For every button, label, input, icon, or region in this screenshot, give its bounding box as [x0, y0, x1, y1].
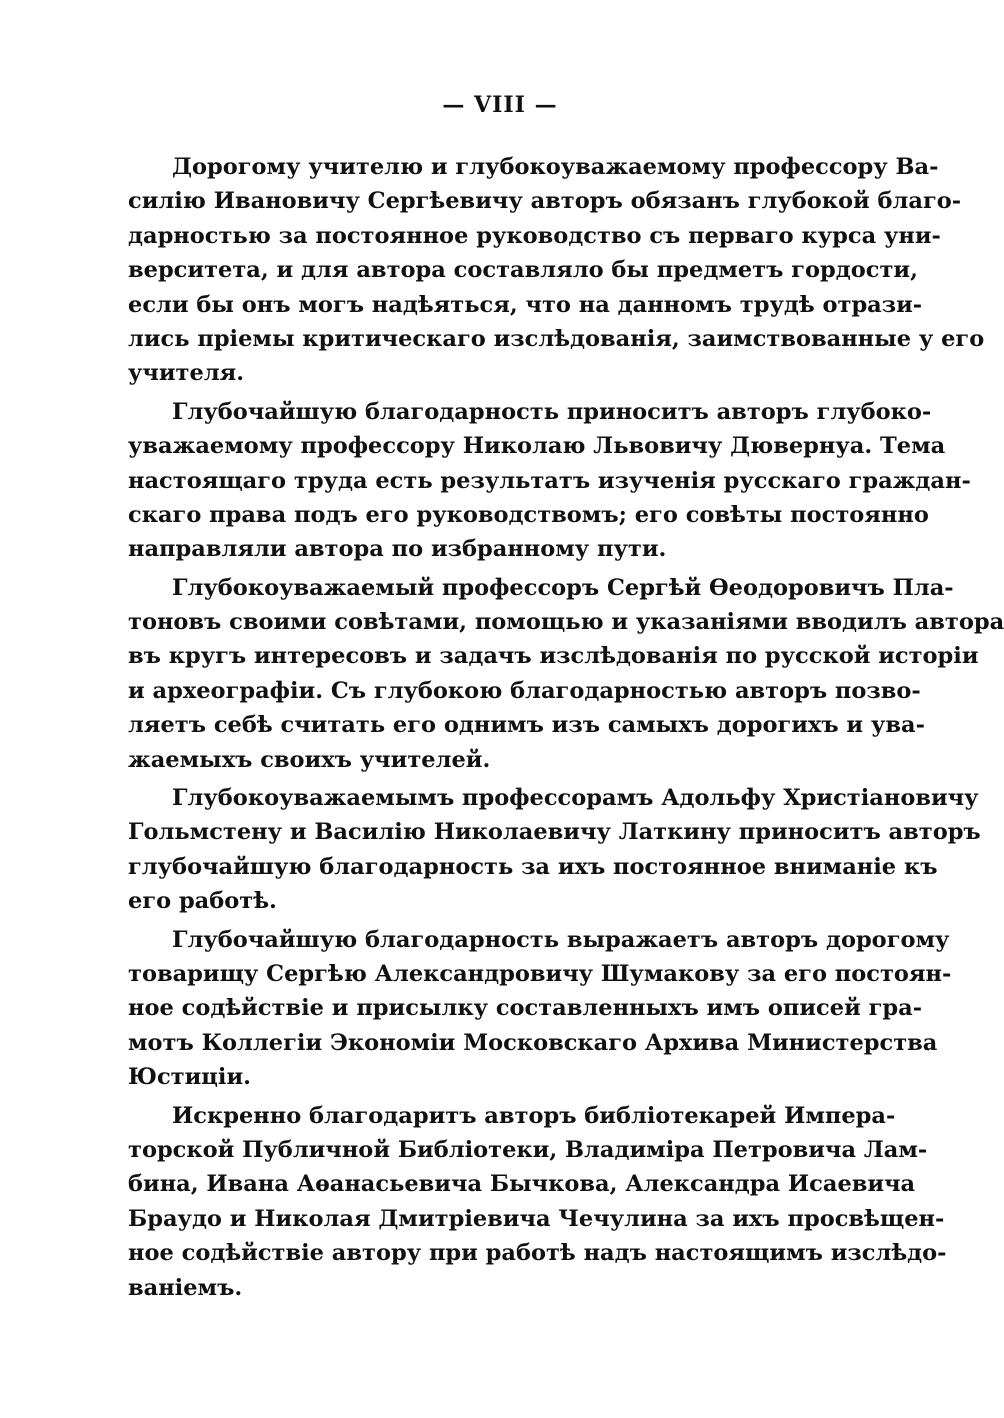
text-line: если бы онъ могъ надѣяться, что на данномъ трудѣ отрази- — [128, 291, 923, 318]
acknowledgements-text — [128, 150, 1004, 1309]
text-line: торской Публичной Библіотеки, Владиміра Петровича Лам- — [128, 1136, 928, 1163]
text-line: жаемыхъ своихъ учителей. — [128, 746, 491, 773]
paragraph — [128, 395, 971, 567]
text-line: въ кругъ интересовъ и задачъ изслѣдованія по русской исторіи — [128, 643, 979, 670]
page-number: — VIII — — [442, 92, 558, 118]
text-line: дарностью за постоянное руководство съ перваго курса уни- — [128, 222, 941, 249]
text-line: настоящаго труда есть результатъ изученія русскаго граждан- — [128, 467, 971, 494]
text-line: ное содѣйствіе и присылку составленныхъ имъ описей гра- — [128, 995, 923, 1022]
text-line: мотъ Коллегіи Экономіи Московскаго Архива Министерства — [128, 1029, 938, 1056]
text-line: его работѣ. — [128, 888, 277, 915]
text-line: ное содѣйствіе автору при работѣ надъ настоящимъ изслѣдо- — [128, 1240, 947, 1267]
text-line: Искренно благодаритъ авторъ библіотекарей Импера- — [172, 1102, 896, 1129]
text-line: направляли автора по избранному пути. — [128, 536, 667, 563]
text-line: лись пріемы критическаго изслѣдованія, заимствованные у его — [128, 325, 985, 352]
text-line: верситета, и для автора составляло бы предметъ гордости, — [128, 257, 918, 284]
text-line: Браудо и Николая Дмитріевича Чечулина за ихъ просвѣщен- — [128, 1205, 945, 1232]
text-line: Юстиціи. — [128, 1064, 251, 1091]
text-line: скаго права подъ его руководствомъ; его совѣты постоянно — [128, 501, 929, 528]
paragraph — [128, 150, 985, 391]
paragraph — [128, 781, 981, 919]
text-line: силію Ивановичу Сергѣевичу авторъ обязанъ глубокой благо- — [128, 188, 962, 215]
text-line: Дорогому учителю и глубокоуважаемому профессору Ва- — [172, 154, 939, 180]
text-line: Гольмстену и Василію Николаевичу Латкину приноситъ авторъ — [128, 819, 981, 846]
text-line: уважаемому профессору Николаю Львовичу Дювернуа. Тема — [128, 433, 946, 460]
text-line: товарищу Сергѣю Александровичу Шумакову за его постоян- — [128, 960, 952, 987]
text-line: Глубокоуважаемымъ профессорамъ Адольфу Христіановичу — [172, 785, 979, 812]
paragraph — [128, 571, 1004, 777]
text-line: учителя. — [128, 360, 245, 387]
text-line: глубочайшую благодарность за ихъ постоянное вниманіе къ — [128, 853, 938, 880]
text-line: Глубокоуважаемый профессоръ Сергѣй Ѳеодоровичъ Пла- — [172, 574, 954, 601]
text-line: и археографіи. Съ глубокою благодарностью авторъ позво- — [128, 677, 921, 704]
text-line: ляетъ себѣ считать его однимъ изъ самыхъ дорогихъ и ува- — [128, 712, 925, 739]
text-line: тоновъ своими совѣтами, помощью и указаніями вводилъ автора — [128, 609, 1004, 636]
text-line: Глубочайшую благодарность приноситъ авторъ глубоко- — [172, 398, 932, 425]
paragraph — [128, 923, 952, 1095]
text-line: Глубочайшую благодарность выражаетъ авторъ дорогому — [172, 926, 950, 953]
paragraph — [128, 1099, 947, 1305]
text-line: ваніемъ. — [128, 1274, 243, 1301]
text-line: бина, Ивана Аѳанасьевича Бычкова, Александра Исаевича — [128, 1171, 916, 1198]
